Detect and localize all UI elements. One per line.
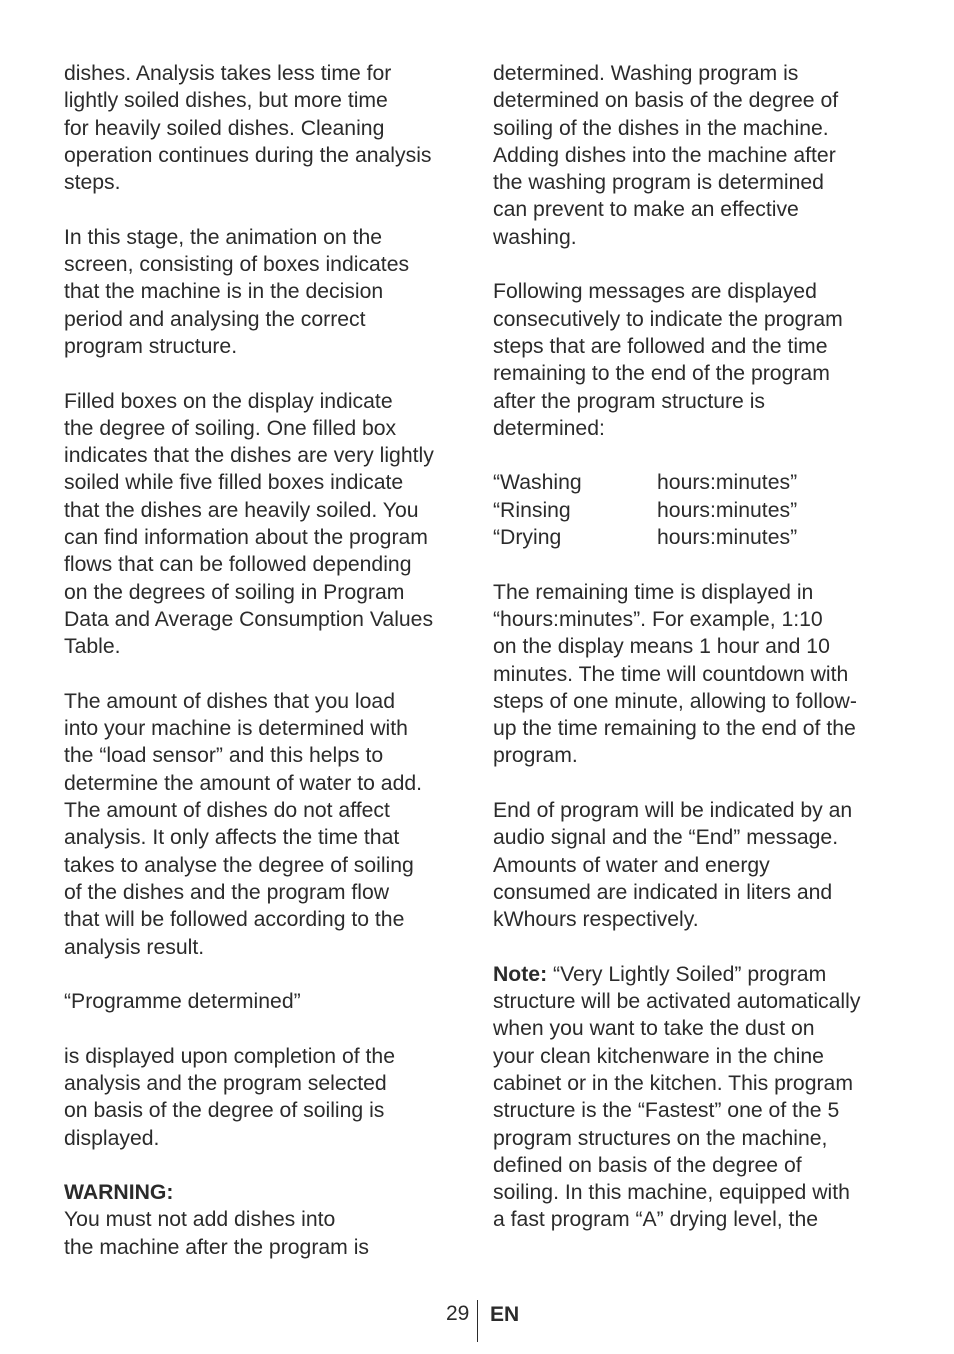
text-line: remaining to the end of the program bbox=[493, 362, 830, 386]
text-line: washing. bbox=[493, 225, 577, 249]
warning-block bbox=[64, 1179, 474, 1261]
language-code: EN bbox=[490, 1303, 520, 1326]
text-line: that the machine is in the decision bbox=[64, 280, 384, 304]
message-row bbox=[493, 469, 893, 496]
text-line: determined: bbox=[493, 416, 605, 440]
message-row bbox=[493, 497, 893, 524]
text-line: your clean kitchenware in the chine bbox=[493, 1044, 824, 1068]
text-line: into your machine is determined with bbox=[64, 717, 408, 741]
text-line: soiling of the dishes in the machine. bbox=[493, 116, 829, 140]
text-line: You must not add dishes into bbox=[64, 1208, 336, 1232]
text-line: Amounts of water and energy bbox=[493, 853, 770, 877]
text-line: analysis and the program selected bbox=[64, 1071, 387, 1095]
text-line: after the program structure is bbox=[493, 389, 766, 413]
message-list bbox=[493, 469, 893, 551]
paragraph-washing-program bbox=[493, 60, 893, 251]
text-line: steps that are followed and the time bbox=[493, 334, 828, 358]
text-line: In this stage, the animation on the bbox=[64, 225, 383, 249]
text-line: Data and Average Consumption Values bbox=[64, 607, 434, 631]
text-line: that will be followed according to the bbox=[64, 908, 405, 932]
text-line: screen, consisting of boxes indicates bbox=[64, 253, 410, 277]
text-line: period and analysing the correct bbox=[64, 307, 366, 331]
text-line: program structures on the machine, bbox=[493, 1126, 828, 1150]
paragraph-load-sensor bbox=[64, 688, 474, 961]
text-line: soiled while five filled boxes indicate bbox=[64, 471, 404, 495]
text-line: Adding dishes into the machine after bbox=[493, 143, 836, 167]
text-line: dishes. Analysis takes less time for bbox=[64, 62, 392, 85]
text-line: can prevent to make an effective bbox=[493, 198, 799, 222]
text-line: the machine after the program is bbox=[64, 1235, 370, 1259]
text-line: program structure. bbox=[64, 334, 238, 358]
paragraph-end-of-program bbox=[493, 797, 893, 933]
text-line: The amount of dishes do not affect bbox=[64, 799, 390, 823]
text-line: analysis. It only affects the time that bbox=[64, 826, 400, 850]
text-line: Following messages are displayed bbox=[493, 280, 817, 304]
message-name: “Washing bbox=[493, 471, 582, 495]
message-name: “Drying bbox=[493, 526, 562, 550]
text-line: minutes. The time will countdown with bbox=[493, 662, 849, 686]
message-value: hours:minutes” bbox=[657, 471, 798, 495]
text-line: kWhours respectively. bbox=[493, 908, 699, 932]
text-line: soiling. In this machine, equipped with bbox=[493, 1181, 850, 1205]
text-line: structure will be activated automatically bbox=[493, 990, 861, 1014]
warning-heading: WARNING: bbox=[64, 1181, 174, 1205]
text-line: lightly soiled dishes, but more time bbox=[64, 89, 388, 113]
paragraph-filled-boxes bbox=[64, 388, 474, 661]
right-column bbox=[493, 60, 893, 1261]
text-line: when you want to take the dust on bbox=[493, 1017, 815, 1041]
text-line: Table. bbox=[64, 635, 121, 659]
text-line: The amount of dishes that you load bbox=[64, 689, 395, 713]
text-line: that the dishes are heavily soiled. You bbox=[64, 498, 419, 522]
paragraph-programme-determined bbox=[64, 988, 474, 1015]
text-line: displayed. bbox=[64, 1126, 160, 1150]
paragraph-following-messages bbox=[493, 278, 893, 442]
text-line: on basis of the degree of soiling is bbox=[64, 1099, 385, 1123]
text-line: consumed are indicated in liters and bbox=[493, 880, 833, 904]
text-line: Filled boxes on the display indicate bbox=[64, 389, 393, 413]
text-line: the “load sensor” and this helps to bbox=[64, 744, 384, 768]
text-line: can find information about the program bbox=[64, 526, 428, 550]
text-line: consecutively to indicate the program bbox=[493, 307, 843, 331]
text-line: The remaining time is displayed in bbox=[493, 580, 814, 604]
message-name: “Rinsing bbox=[493, 498, 571, 522]
note-label: Note: bbox=[493, 962, 548, 986]
footer-divider bbox=[477, 1300, 478, 1342]
text-line: “hours:minutes”. For example, 1:10 bbox=[493, 607, 823, 631]
text-line: structure is the “Fastest” one of the 5 bbox=[493, 1099, 840, 1123]
message-row bbox=[493, 524, 893, 551]
text-line: a fast program “A” drying level, the bbox=[493, 1208, 819, 1232]
text-line: operation continues during the analysis bbox=[64, 143, 432, 167]
text-line: cabinet or in the kitchen. This program bbox=[493, 1071, 853, 1095]
note-first-line-text: “Very Lightly Soiled” program bbox=[547, 962, 827, 986]
text-line: steps. bbox=[64, 171, 121, 195]
text-line: “Programme determined” bbox=[64, 990, 301, 1014]
text-line: End of program will be indicated by an bbox=[493, 799, 853, 823]
message-value: hours:minutes” bbox=[657, 526, 798, 550]
text-line: program. bbox=[493, 744, 578, 768]
text-line: for heavily soiled dishes. Cleaning bbox=[64, 116, 385, 140]
text-line: the degree of soiling. One filled box bbox=[64, 416, 397, 440]
text-line: steps of one minute, allowing to follow- bbox=[493, 689, 857, 713]
text-line: is displayed upon completion of the bbox=[64, 1044, 395, 1068]
text-line: takes to analyse the degree of soiling bbox=[64, 853, 414, 877]
text-line: determine the amount of water to add. bbox=[64, 771, 423, 795]
text-line: flows that can be followed depending bbox=[64, 553, 412, 577]
paragraph-animation bbox=[64, 224, 474, 360]
paragraph-remaining-time bbox=[493, 579, 893, 770]
text-line: up the time remaining to the end of the bbox=[493, 717, 856, 741]
note-block bbox=[493, 961, 893, 1234]
text-line: the washing program is determined bbox=[493, 171, 824, 195]
text-line: indicates that the dishes are very lightly bbox=[64, 444, 434, 468]
text-line: on the degrees of soiling in Program bbox=[64, 580, 405, 604]
text-line: defined on basis of the degree of bbox=[493, 1153, 802, 1177]
text-line: analysis result. bbox=[64, 935, 205, 959]
paragraph-displayed-upon bbox=[64, 1043, 474, 1152]
text-line bbox=[493, 961, 893, 988]
text-line: of the dishes and the program flow bbox=[64, 880, 390, 904]
text-line: audio signal and the “End” message. bbox=[493, 826, 839, 850]
text-line: on the display means 1 hour and 10 bbox=[493, 635, 830, 659]
text-line: determined. Washing program is bbox=[493, 62, 799, 85]
paragraph-analysis-time bbox=[64, 60, 474, 196]
text-line: determined on basis of the degree of bbox=[493, 89, 839, 113]
page-number: 29 bbox=[446, 1302, 470, 1325]
message-value: hours:minutes” bbox=[657, 498, 798, 522]
left-column bbox=[64, 60, 474, 1288]
